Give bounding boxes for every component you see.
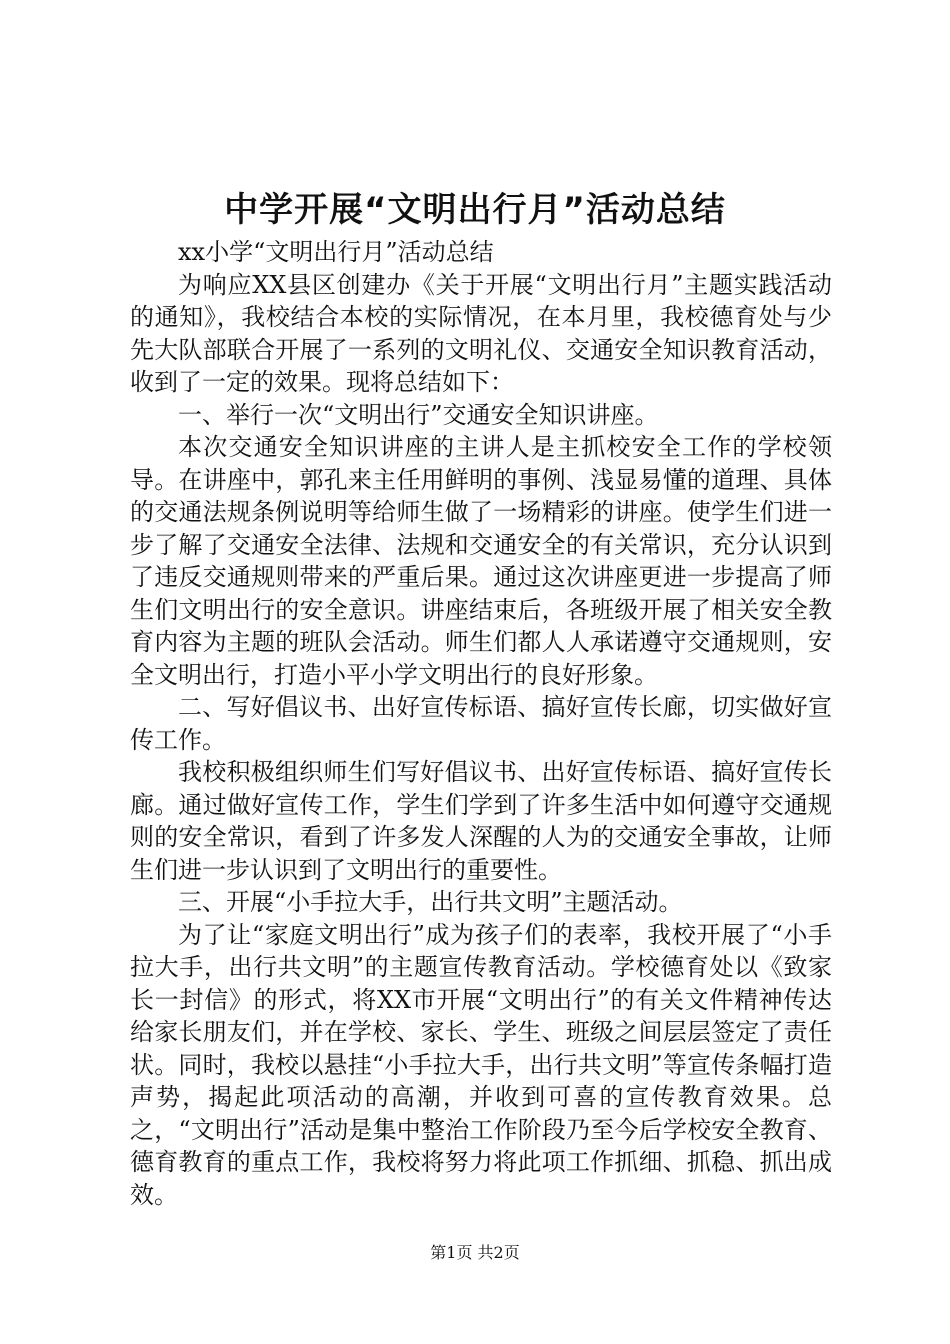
paragraph-section-1: 本次交通安全知识讲座的主讲人是主抓校安全工作的学校领导。在讲座中，郭孔来主任用鲜明的事例、浅显易懂的道理、具体的交通法规条例说明等给师生做了一场精彩的讲座。使学生们进一步了解了交通安全法律、法规和交通安全的有关常识，充分认识到了违反交通规则带来的严重后果。通过这次讲座更进一步提高了师生们文明出行的安全意识。讲座结束后，各班级开展了相关安全教育内容为主题的班队会活动。师生们都人人承诺遵守交通规则，安全文明出行，打造小平小学文明出行的良好形象。: [130, 433, 832, 689]
section-heading-1: 一、举行一次“文明出行”交通安全知识讲座。: [178, 400, 659, 429]
paragraph-subtitle: xx小学“文明出行月”活动总结: [178, 238, 494, 266]
document-body: [130, 236, 832, 1211]
document-title: 中学开展“文明出行月”活动总结: [224, 190, 726, 230]
paragraph-intro: 为响应XX县区创建办《关于开展“文明出行月”主题实践活动的通知》，我校结合本校的实际情况，在本月里，我校德育处与少先大队部联合开展了一系列的文明礼仪、交通安全知识教育活动，收到了一定的效果。现将总结如下：: [130, 270, 832, 396]
paragraph-section-2: 我校积极组织师生们写好倡议书、出好宣传标语、搞好宣传长廊。通过做好宣传工作，学生们学到了许多生活中如何遵守交通规则的安全常识，看到了许多发人深醒的人为的交通安全事故，让师生们进一步认识到了文明出行的重要性。: [130, 758, 832, 884]
paragraph-section-3: 为了让“家庭文明出行”成为孩子们的表率，我校开展了“小手拉大手，出行共文明”的主题宣传教育活动。学校德育处以《致家长一封信》的形式，将XX市开展“文明出行”的有关文件精神传达给家长朋友们，并在学校、家长、学生、班级之间层层签定了责任状。同时，我校以悬挂“小手拉大手，出行共文明”等宣传条幅打造声势，揭起此项活动的高潮，并收到可喜的宣传教育效果。总之，“文明出行”活动是集中整治工作阶段乃至今后学校安全教育、德育教育的重点工作，我校将努力将此项工作抓细、抓稳、抓出成效。: [130, 920, 832, 1209]
page-number-footer: 第1页 共2页: [430, 1243, 520, 1262]
section-heading-2: 二、写好倡议书、出好宣传标语、搞好宣传长廊，切实做好宣传工作。: [130, 693, 832, 754]
section-heading-3: 三、开展“小手拉大手，出行共文明”主题活动。: [178, 888, 683, 916]
